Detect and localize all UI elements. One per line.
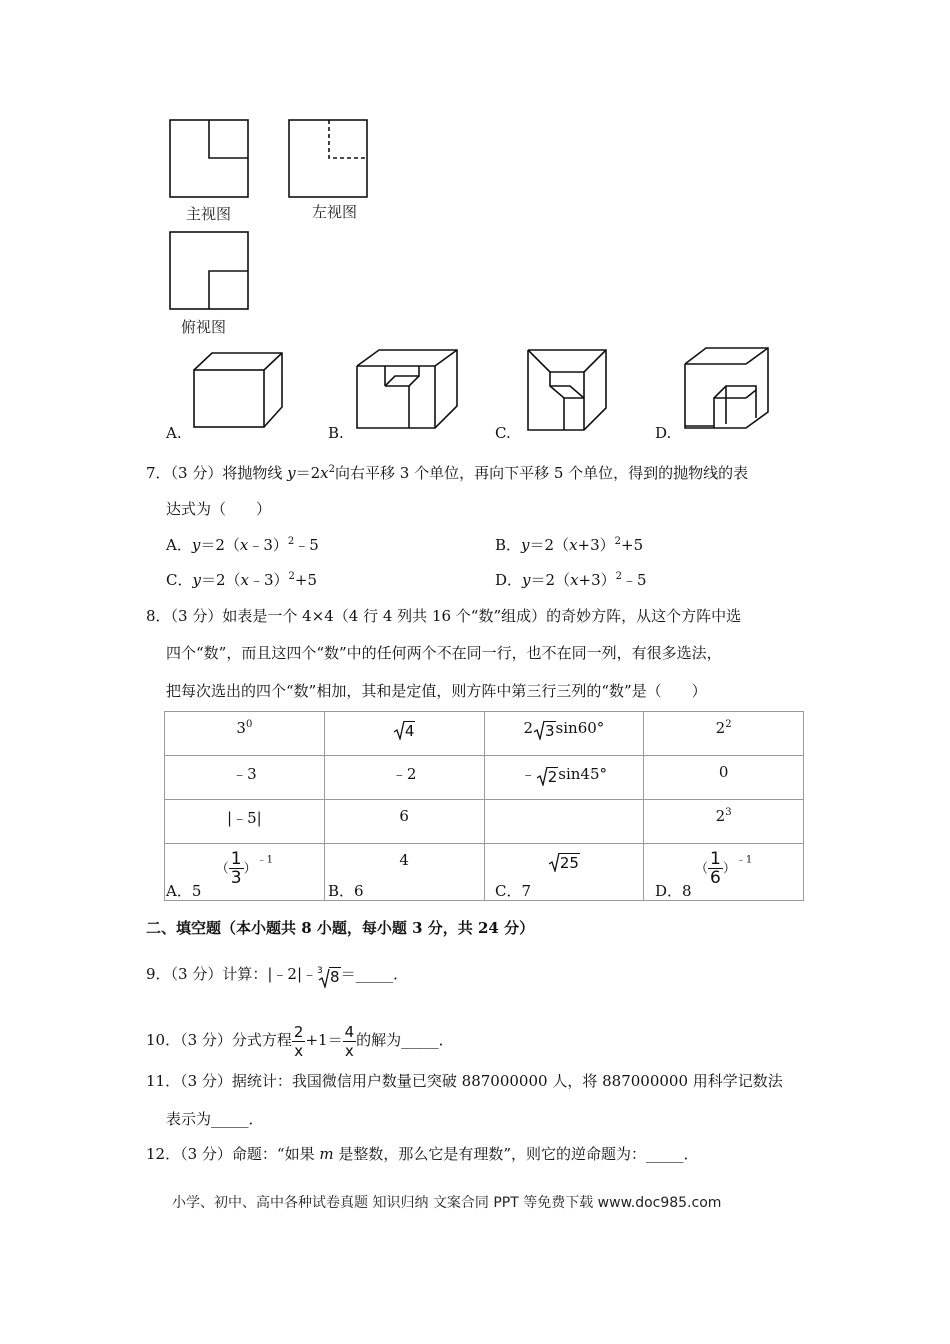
- sqrt-symbol: 2: [536, 766, 559, 786]
- q8-option-d: D．8: [655, 882, 692, 900]
- page-footer: 小学、初中、高中各种试卷真题 知识归纳 文案合同 PPT 等免费下载 www.doc985.com: [172, 1195, 722, 1211]
- option-c-solid: [520, 346, 630, 431]
- q8-option-a: A．5: [166, 882, 202, 900]
- table-row: [165, 756, 804, 800]
- section-2-title: 二、填空题（本小题共 8 小题，每小题 3 分，共 24 分）: [146, 919, 535, 937]
- cell-r2c1: ﹣3: [165, 756, 325, 800]
- option-b-solid: [345, 346, 475, 431]
- q8-option-b: B．6: [328, 882, 364, 900]
- sqrt-symbol: 4: [393, 720, 416, 740]
- fraction: $\frac{1}{3}$: [230, 849, 242, 888]
- table-row: [165, 844, 804, 901]
- option-b-label: B.: [328, 424, 344, 442]
- top-view-label: 俯视图: [181, 318, 227, 336]
- table-row: [165, 712, 804, 756]
- q7-option-c: C．y＝2（x﹣3）$^2$+5: [166, 571, 318, 589]
- cell-r2c2: ﹣2: [324, 756, 484, 800]
- sqrt-symbol: 3: [533, 720, 556, 740]
- three-view-figure: [165, 115, 375, 340]
- table-row: [165, 800, 804, 844]
- left-view-label: 左视图: [312, 203, 358, 221]
- q8-stem: 8．（3 分）如表是一个 4×4（4 行 4 列共 16 个“数”组成）的奇妙方阵，从这个方阵中选: [146, 607, 742, 625]
- cell-r2c4: 0: [644, 756, 804, 800]
- cell-r1c1: $3^0$: [165, 712, 325, 756]
- q11: 11．（3 分）据统计：我国微信用户数量已突破 887000000 人，将 887000000 用科学记数法: [146, 1072, 783, 1090]
- cell-r3c4: $2^3$: [644, 800, 804, 844]
- cell-r4c2: 4: [324, 844, 484, 901]
- fraction: $\frac{2}{x}$: [293, 1022, 304, 1060]
- front-view-label: 主视图: [186, 205, 232, 223]
- front-view-notch: [209, 120, 248, 158]
- q11-cont: 表示为_____．: [166, 1110, 264, 1128]
- option-d-label: D.: [655, 424, 672, 442]
- cube-root-symbol: 3 8: [317, 966, 340, 986]
- magic-square-table: [164, 711, 804, 901]
- q7-option-a: A．y＝2（x﹣3）$^2$﹣5: [166, 536, 319, 554]
- q8-option-c: C．7: [495, 882, 532, 900]
- cell-r1c2: [324, 712, 484, 756]
- q7-stem: 7．（3 分）将抛物线 $y=2x^2$向右平移 3 个单位，再向下平移 5 个单位，得到的抛物线的表: [146, 464, 749, 482]
- q7-option-b: B．$y=2(x+3)^2+5$: [495, 536, 644, 554]
- q12: 12．（3 分）命题：“如果 m 是整数，那么它是有理数”，则它的逆命题为：_____．: [146, 1145, 699, 1163]
- fraction: $\frac{4}{x}$: [344, 1022, 355, 1060]
- top-view-notch: [209, 271, 248, 309]
- cell-r1c3: 2 3sin60°: [484, 712, 644, 756]
- option-c-label: C.: [495, 424, 511, 442]
- fraction: $\frac{1}{6}$: [710, 849, 721, 888]
- cell-r3c1: |﹣5|: [165, 800, 325, 844]
- option-a-solid: [170, 345, 290, 430]
- q10: 10．（3 分）分式方程 $\frac{2}{x}$ +1＝ $\frac{4}{x}$ 的解为_____．: [146, 1022, 454, 1060]
- option-d-solid: [680, 346, 785, 431]
- left-view-hidden-line: [329, 120, 367, 158]
- q7-option-d: D．$y=2(x+3)^2﹣5$: [495, 571, 647, 589]
- cell-r3c2: 6: [324, 800, 484, 844]
- cell-r4c4: （ $\frac{1}{6}$ ）$^{﹣1}$: [644, 844, 804, 901]
- cell-r3c3: [484, 800, 644, 844]
- cell-r1c4: $2^2$: [644, 712, 804, 756]
- sqrt-symbol: 25: [548, 852, 580, 872]
- cell-r2c3: ﹣ 2sin45°: [484, 756, 644, 800]
- q8-stem-line3: 把每次选出的四个“数”相加，其和是定值，则方阵中第三行三列的“数”是（ ）: [166, 682, 707, 700]
- option-a-label: A.: [166, 424, 182, 442]
- q8-stem-line2: 四个“数”，而且这四个“数”中的任何两个不在同一行，也不在同一列，有很多选法，: [166, 644, 722, 662]
- q9: 9．（3 分）计算：|﹣2|﹣ 3 8＝_____．: [146, 965, 409, 986]
- cell-r4c1: （ $\frac{1}{3}$ ）$^{﹣1}$: [165, 844, 325, 901]
- q7-stem-cont: 达式为（ ）: [166, 500, 272, 518]
